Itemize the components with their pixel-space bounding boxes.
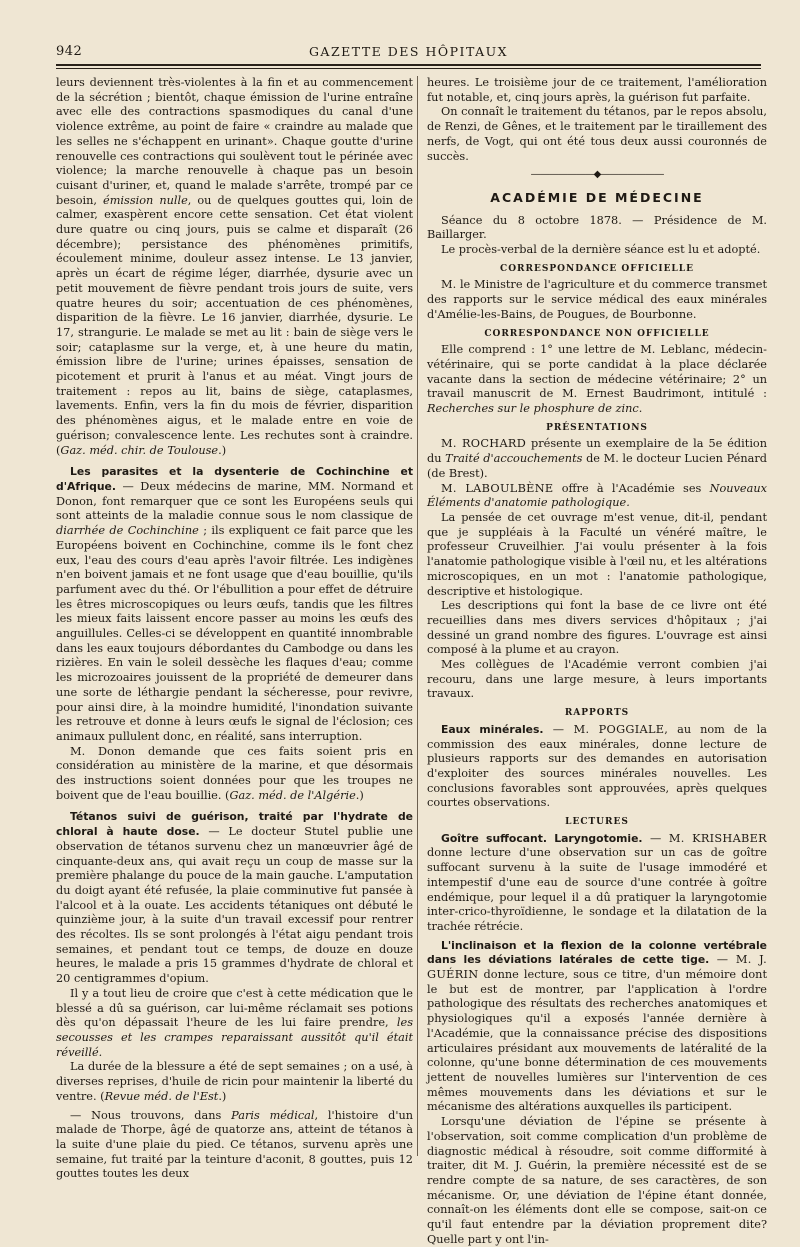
unofficial-correspondence-title: CORRESPONDANCE NON OFFICIELLE [484, 328, 710, 339]
tetanus-article: Tétanos suivi de guérison, traité par l'hydrate de chloral à haute dose. — Le docteur Stutel publie une observation de tétanos survenu chez un manœuvrier âgé de cinquante-deux ans, qui avait reçu un coup de masse sur la première phalange du pouce de la main gauche. L'amputation du doigt ayant été refusée, la plaie comminutive fut pansée à l'alcool et à la ouate. Les accidents tétaniques ont débuté le quinzième jour, à la suite d'un travail excessif pour rentrer des récoltes. Ils se sont prolongés à l'état aigu pendant trois semaines, et pendant tout ce temps, de douze en douze heures, le malade a pris 15 grammes d'hydrate de chloral et 20 centigrammes d'opium. [56, 810, 413, 986]
thorpe-case-continued: heures. Le troisième jour de ce traitement, l'amélioration fut notable, et, cinq jours après, la guérison fut parfaite. [427, 76, 767, 104]
official-correspondence: M. le Ministre de l'agriculture et du commerce transmet des rapports sur le service médical des eaux minérales d'Amélie-les-Bains, de Pougues, de Bourbonne. [427, 278, 767, 321]
reading-spine: L'inclinaison et la flexion de la colonne vertébrale dans les déviations latérales de cette tige. — M. J. GUÉRIN donne lecture, sous ce titre, d'un mémoire dont le but est de montrer, par l'application à l'ordre pathologique des résultats des recherches anatomiques et physiologiques qu'il a exposés l'année dernière à l'Académie, que la connaissance précise des dispositions articulaires présidant aux mouvements de latéralité de la colonne, qu'une bonne détermination de ces mouvements jettent de nouvelles lumières sur l'intervention de ces mêmes mouvements dans les déviations et sur le mécanisme des altérations auxquelles ils participent. [427, 938, 767, 1114]
report-mineral-waters: Eaux minérales. — M. POGGIALE, au nom de la commission des eaux minérales, donne lecture de plusieurs rapports sur des demandes en autorisation d'exploiter des sources minérales nouvelles. Les conclusions favorables sont approuvées, après quelques courtes observations. [427, 722, 767, 810]
reading-goitre: Goître suffocant. Laryngotomie. — M. KRISHABER donne lecture d'une observation sur un cas de goître suffocant survenu à la suite de l'usage immodéré et intempestif d'une eau de source d'une contrée à goître endémique, pour lequel il a dû pratiquer la laryngotomie inter-crico-thyroïdienne, le sondage et la dilatation de la trachée rétrécie. [427, 831, 767, 933]
thorpe-case-paragraph: — Nous trouvons, dans Paris médical, l'histoire d'un malade de Thorpe, âgé de quatorze ans, atteint de tétanos à la suite d'une plaie du pied. Ce tétanos, survenu après une semaine, fut traité par la teinture d'aconit, 8 gouttes, puis 12 gouttes toutes les deux [56, 1108, 414, 1181]
dysentery-article: Les parasites et la dysenterie de Cochinchine et d'Afrique. — Deux médecins de marine, MM. Normand et Donon, font remarquer que ce sont les Européens seuls qui sont atteints de la maladie connue sous le nom classique de diarrhée de Cochinchine ; ils expliquent ce fait parce que les Européens boivent en Cochinchine, comme ils le font chez eux, l'eau des cours d'eau après l'avoir filtrée. Les indigènes n'en boivent jamais et ne font usage que d'eau bouillie, qu'ils parfument avec du thé. Or l'ébullition a pour effet de détruire les êtres microscopiques ou leurs œufs, tandis que les filtres les mieux faits laissent encore passer au moins les œufs des anguillules. Celles-ci se développent en quantité innombrable dans les eaux toujours débordantes du Cambodge ou dans les rizières. En vain le soleil dessèche les flaques d'eau; comme les microzoaires jouissent de la propriété de demeurer dans une sorte de léthargie pendant la sécheresse, pour revivre, pour ainsi dire, à la moindre humidité, l'inondation suivante les retrouve et donne à leurs œufs le signal de l'éclosion; ces animaux pullulent donc, en réalité, sans interruption. [56, 465, 413, 743]
presentations-title: PRÉSENTATIONS [546, 422, 648, 433]
tetanus-paragraph-2: Il y a tout lieu de croire que c'est à cette médication que le blessé a dû sa guérison, car lui-même réclamait ses potions dès qu'on dépassait l'heure de les lui faire prendre, les secousses et les crampes reparaissant aussitôt qu'il était réveillé. [56, 986, 413, 1059]
reports-title: RAPPORTS [564, 708, 630, 719]
header-rule-thick [56, 64, 761, 66]
tetanus-treatments-paragraph: On connaît le traitement du tétanos, par le repos absolu, de Renzi, de Gênes, et le traitement par le tiraillement des nerfs, de Vogt, qui ont été tous deux aussi couronnés de succès. [427, 105, 767, 163]
section-ornament: ———————◆——————— [530, 169, 664, 181]
page-header [56, 44, 761, 62]
page-number: 942 [56, 44, 83, 59]
urinary-case-paragraph: leurs deviennent très-violentes à la fin et au commencement de la sécrétion ; bientôt, chaque émission de l'urine entraîne avec elle des contractions spasmodiques du canal d'une violence extrême, au point de faire « craindre au malade que les selles ne s'échappent en urinant». Chaque goutte d'urine renouvelle ces contractions qui soulèvent tout le périnée avec violence; la marche renouvelle à chaque pas un besoin cuisant d'uriner, et, quand le malade s'arrête, trompé par ce besoin, émission nulle, ou de quelques gouttes qui, loin de calmer, exaspèrent encore cette sensation. Cet état violent dure quatre ou cinq jours, puis se calme et disparaît (26 décembre); persistance des phénomènes primitifs, écoulement minime, douleur assez intense. Le 13 janvier, après un écart de régime léger, diarrhée, dysurie avec un petit mouvement de fièvre pendant trois jours de suite, vers quatre heures du soir; accentuation de ces phénomènes, disparition de la fièvre. Le 16 janvier, diarrhée, dysurie. Le 17, strangurie. Le malade se met au lit : bain de siège vers le soir; cataplasme sur la verge, et, à une heure du matin, émission libre de l'urine; urines épaisses, sensation de picotement et prurit à l'anus et au méat. Vingt jours de traitement : repos au lit, bains de siège, cataplasmes, lavements. Enfin, vers la fin du mois de février, disparition des phénomènes aigus, et le malade entre en voie de guérison; convalescence lente. Les rechutes sont à craindre. (Gaz. méd. chir. de Toulouse.) [56, 76, 413, 457]
academie-section-title: ACADÉMIE DE MÉDECINE [490, 189, 704, 205]
dysentery-article-title: Les parasites et la dysenterie de Cochinchine et d'Afrique. [56, 465, 413, 493]
column-divider [417, 76, 418, 1156]
dysentery-conclusion: M. Donon demande que ces faits soient pris en considération au ministère de la marine, et que désormais des instructions soient données pour que les troupes ne boivent que de l'eau bouillie. (Gaz. méd. de l'Algérie.) [56, 744, 413, 802]
journal-title: GAZETTE DES HÔPITAUX [308, 44, 509, 59]
header-rule-thin [56, 68, 761, 69]
readings-title: LECTURES [565, 817, 629, 828]
presentation-paragraph-4: Les descriptions qui font la base de ce livre ont été recueillies dans mes divers services d'hôpitaux ; j'ai dessiné un grand nombre des figures. L'ouvrage est ainsi composé à la plume et au crayon. [427, 599, 767, 657]
tetanus-article-title: Tétanos suivi de guérison, traité par l'hydrate de chloral à haute dose. [56, 810, 413, 839]
tetanus-paragraph-3: La durée de la blessure a été de sept semaines ; on a usé, à diverses reprises, d'huile de ricin pour maintenir la liberté du ventre. (Revue méd. de l'Est.) [56, 1060, 413, 1103]
official-correspondence-title: CORRESPONDANCE OFFICIELLE [500, 263, 694, 274]
right-column [427, 76, 768, 1246]
presentation-paragraph-5: Mes collègues de l'Académie verront combien j'ai recouru, dans une large mesure, à leurs importants travaux. [427, 658, 767, 701]
left-column [56, 76, 414, 1181]
presentation-paragraph-3: La pensée de cet ouvrage m'est venue, dit-il, pendant que je suppléais à la Faculté un vénéré maître, le professeur Cruveilhier. J'ai voulu présenter à la fois l'anatomie pathologique visible à l'œil nu, et les altérations microscopiques, en un mot : l'anatomie pathologique, descriptive et histologique. [427, 510, 767, 598]
unofficial-correspondence: Elle comprend : 1° une lettre de M. Leblanc, médecin-vétérinaire, qui se porte candidat à la place déclarée vacante dans la section de médecine vétérinaire; 2° un travail manuscrit de M. Ernest Baudrimont, intitulé : Recherches sur le phosphure de zinc. [427, 343, 767, 416]
session-line: Séance du 8 octobre 1878. — Présidence de M. Baillarger. [427, 213, 767, 242]
presentation-laboulbene: M. LABOULBÈNE offre à l'Académie ses Nouveaux Éléments d'anatomie pathologique. [427, 481, 767, 510]
presentation-rochard: M. ROCHARD présente un exemplaire de la 5e édition du Traité d'accouchements de M. le docteur Lucien Pénard (de Brest). [427, 437, 768, 480]
reading-spine-paragraph-2: Lorsqu'une déviation de l'épine se présente à l'observation, soit comme complication d'un problème de diagnostic médical à résoudre, soit comme difformité à traiter, dit M. J. Guérin, la première nécessité est de se rendre compte de sa nature, de ses caractères, de son mécanisme. Or, une déviation de l'épine étant donnée, connaît-on les éléments dont elle se compose, sait-on ce qu'il faut entendre par la déviation proprement dite? Quelle part y ont l'in- [427, 1115, 767, 1246]
minutes-line: Le procès-verbal de la dernière séance est lu et adopté. [441, 243, 761, 257]
